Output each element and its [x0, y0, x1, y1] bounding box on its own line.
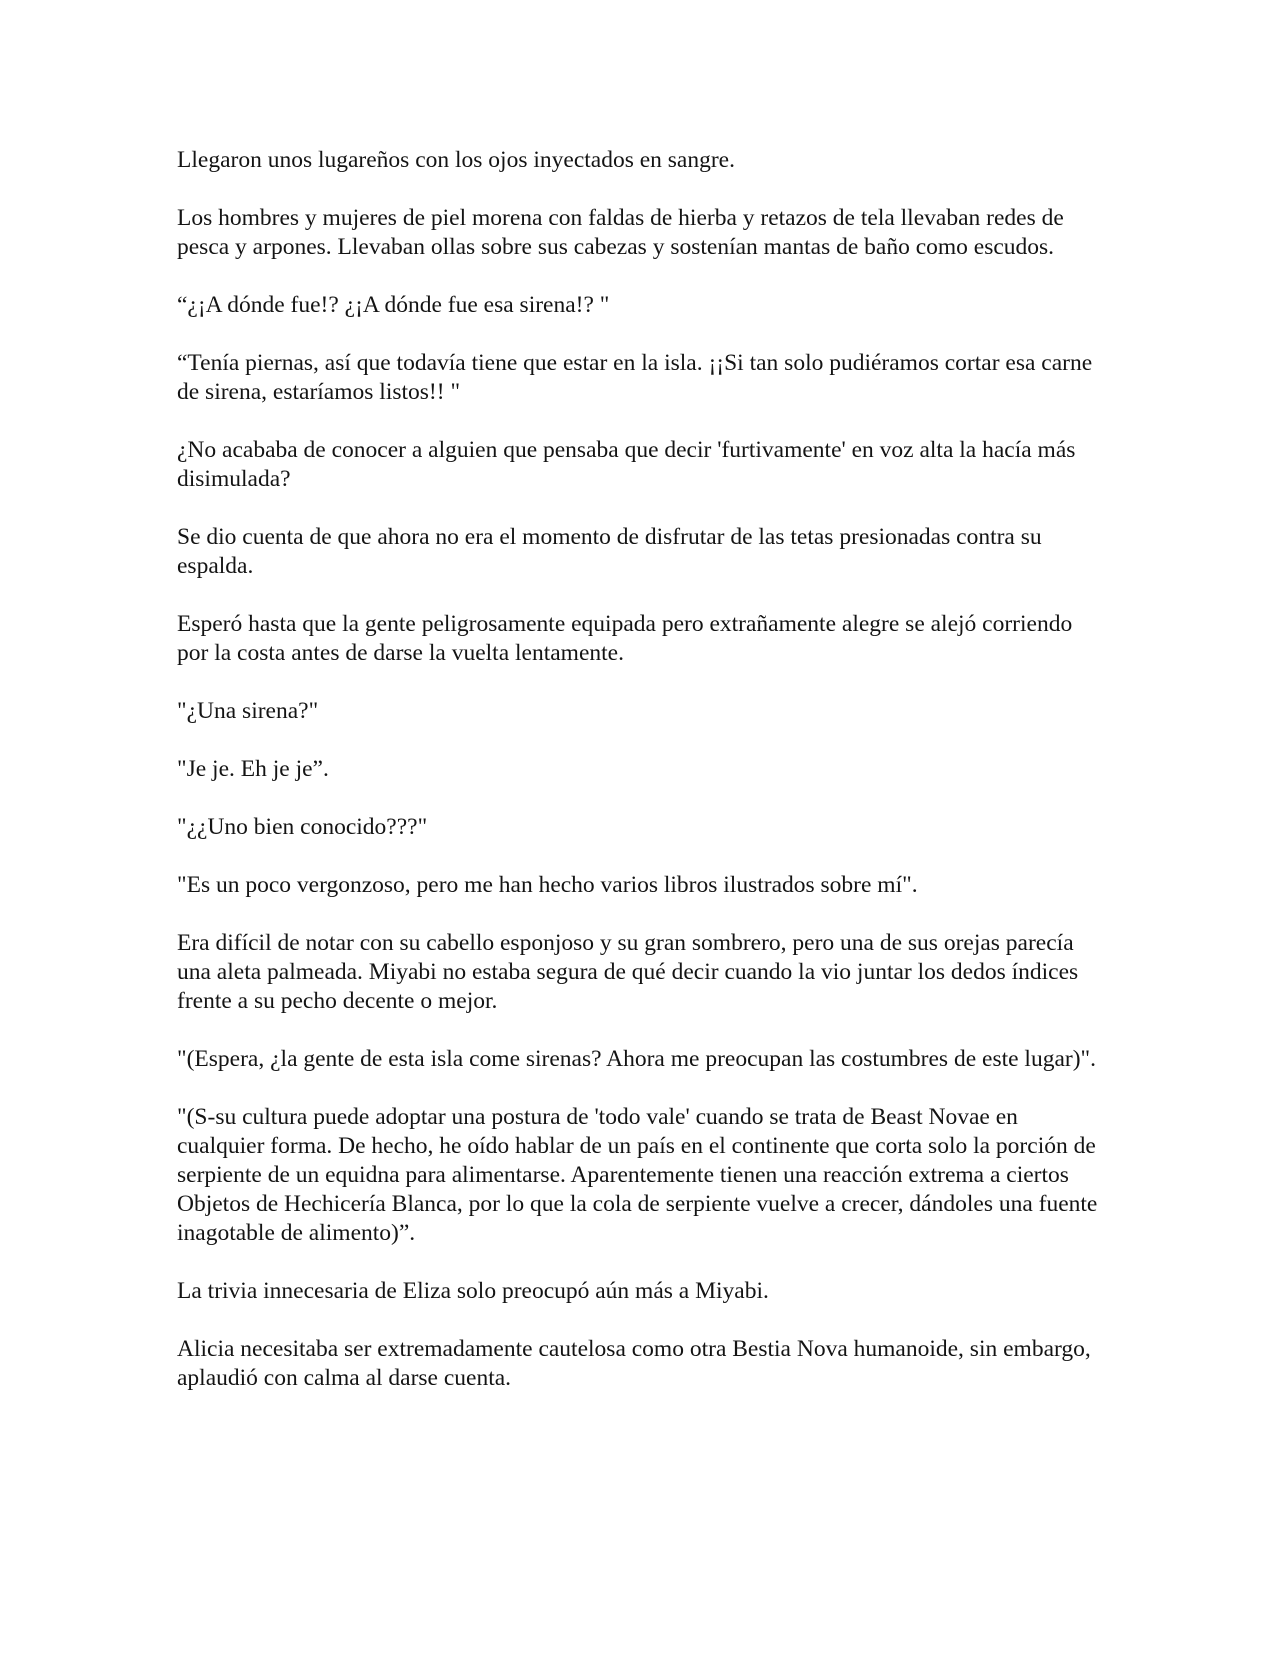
paragraph: Era difícil de notar con su cabello esponjoso y su gran sombrero, pero una de sus orejas parecía una aleta palmeada. Miyabi no estaba segura de qué decir cuando la vio juntar los dedos índices frente a su pecho decente o mejor. [177, 930, 1079, 1014]
paragraph: ¿No acababa de conocer a alguien que pensaba que decir 'furtivamente' en voz alta la hacía más disimulada? [177, 437, 1076, 492]
paragraph: "(S-su cultura puede adoptar una postura de 'todo vale' cuando se trata de Beast Novae en cualquier forma. De hecho, he oído hablar de un país en el continente que corta solo la porción de serpiente de un equidna para alimentarse. Aparentemente tienen una reacción extrema a ciertos Objetos de Hechicería Blanca, por lo que la cola de serpiente vuelve a crecer, dándoles una fuente inagotable de alimento)”. [177, 1104, 1098, 1246]
paragraph: Alicia necesitaba ser extremadamente cautelosa como otra Bestia Nova humanoide, sin embargo, aplaudió con calma al darse cuenta. [177, 1336, 1091, 1391]
paragraph: Llegaron unos lugareños con los ojos inyectados en sangre. [177, 147, 735, 173]
paragraph: Esperó hasta que la gente peligrosamente equipada pero extrañamente alegre se alejó corriendo por la costa antes de darse la vuelta lentamente. [177, 611, 1073, 666]
paragraph: Se dio cuenta de que ahora no era el momento de disfrutar de las tetas presionadas contra su espalda. [177, 524, 1042, 579]
paragraph: "(Espera, ¿la gente de esta isla come sirenas? Ahora me preocupan las costumbres de este lugar)". [177, 1046, 1097, 1072]
paragraph: "Je je. Eh je je”. [177, 756, 329, 782]
paragraph: "¿¿Uno bien conocido???" [177, 814, 428, 840]
paragraph: “Tenía piernas, así que todavía tiene que estar en la isla. ¡¡Si tan solo pudiéramos cortar esa carne de sirena, estaríamos listos!! " [177, 350, 1093, 405]
paragraph: “¿¡A dónde fue!? ¿¡A dónde fue esa sirena!? " [177, 292, 610, 318]
paragraph: "Es un poco vergonzoso, pero me han hecho varios libros ilustrados sobre mí". [177, 872, 918, 898]
document-page [177, 146, 1107, 1422]
paragraph: Los hombres y mujeres de piel morena con faldas de hierba y retazos de tela llevaban redes de pesca y arpones. Llevaban ollas sobre sus cabezas y sostenían mantas de baño como escudos. [177, 205, 1064, 260]
paragraph: "¿Una sirena?" [177, 698, 319, 724]
paragraph: La trivia innecesaria de Eliza solo preocupó aún más a Miyabi. [177, 1278, 769, 1304]
